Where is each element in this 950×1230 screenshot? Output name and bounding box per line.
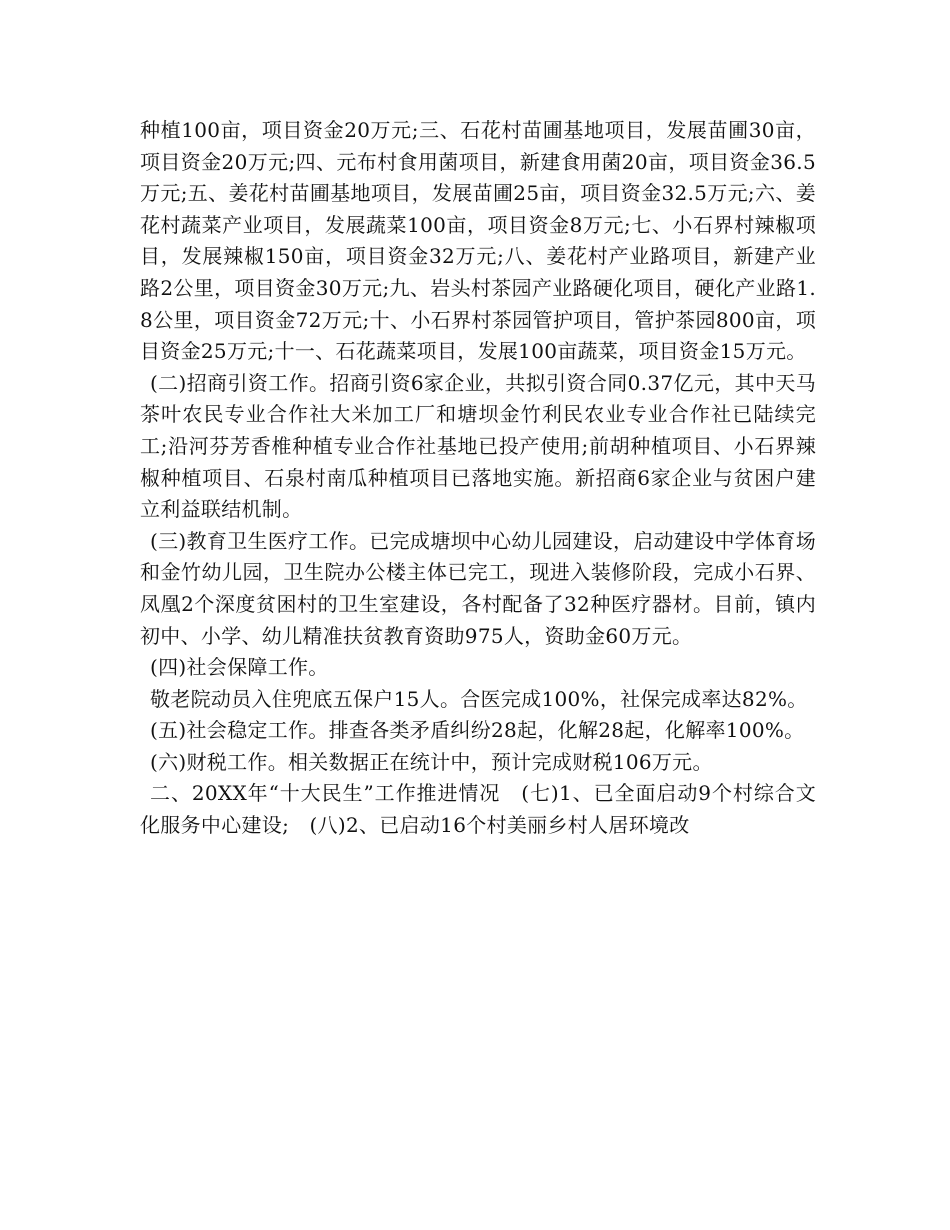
paragraph-social-security-heading: (四)社会保障工作。 [150,655,329,680]
paragraph-social-security-detail: 敬老院动员入住兜底五保户15人。合医完成100%，社保完成率达82%。 [150,686,808,711]
paragraph-livelihood-progress: 二、20XX年“十大民生”工作推进情况 (七)1、已全面启动9个村综合文化服务中心建设; (八)2、已启动16个村美丽乡村人居环境改 [140,781,816,838]
paragraph-industry-projects: 种植100亩，项目资金20万元;三、石花村苗圃基地项目，发展苗圃30亩，项目资金20万元;四、元布村食用菌项目，新建食用菌20亩，项目资金36.5万元;五、姜花村苗圃基地项目，发展苗圃25亩，项目资金32.5万元;六、姜花村蔬菜产业项目，发展蔬菜100亩，项目资金8万元;七、小石界村辣椒项目，发展辣椒150亩，项目资金32万元;八、姜花村产业路项目，新建产业路2公里，项目资金30万元;九、岩头村茶园产业路硬化项目，硬化产业路1.8公里，项目资金72万元;十、小石界村茶园管护项目，管护茶园800亩，项目资金25万元;十一、石花蔬菜项目，发展100亩蔬菜，项目资金15万元。 [140,118,816,364]
document-page [140,115,816,842]
paragraph-education-health: (三)教育卫生医疗工作。已完成塘坝中心幼儿园建设，启动建设中学体育场和金竹幼儿园，卫生院办公楼主体已完工，现进入装修阶段，完成小石界、凤凰2个深度贫困村的卫生室建设，各村配备了32种医疗器材。目前，镇内初中、小学、幼儿精准扶贫教育资助975人，资助金60万元。 [140,528,816,648]
paragraph-investment: (二)招商引资工作。招商引资6家企业，共拟引资合同0.37亿元，其中天马茶叶农民专业合作社大米加工厂和塘坝金竹利民农业专业合作社已陆续完工;沿河芬芳香椎种植专业合作社基地已投产使用;前胡种植项目、小石界辣椒种植项目、石泉村南瓜种植项目已落地实施。新招商6家企业与贫困户建立利益联结机制。 [140,370,816,522]
paragraph-finance-tax: (六)财税工作。相关数据正在统计中，预计完成财税106万元。 [150,749,713,774]
paragraph-social-stability: (五)社会稳定工作。排查各类矛盾纠纷28起，化解28起，化解率100%。 [150,718,805,743]
